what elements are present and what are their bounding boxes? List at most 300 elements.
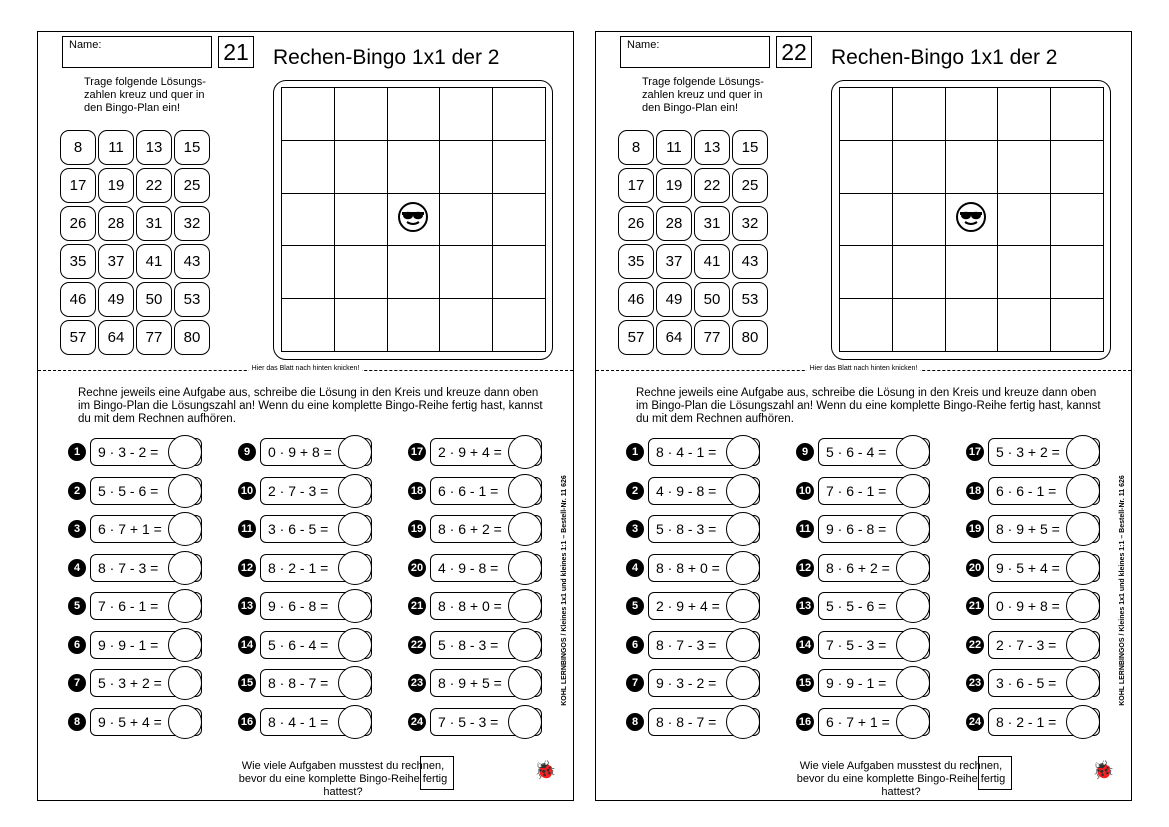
task-expression: 6 · 6 - 1 =	[430, 477, 542, 505]
bingo-cell[interactable]	[282, 246, 335, 299]
task-number: 18	[966, 482, 984, 500]
answer-circle[interactable]	[508, 705, 542, 739]
task-number: 13	[796, 597, 814, 615]
task-expression: 2 · 7 - 3 =	[988, 631, 1100, 659]
bingo-cell[interactable]	[893, 141, 946, 194]
answer-circle[interactable]	[338, 628, 372, 662]
bingo-cell[interactable]	[998, 194, 1051, 247]
task-item	[626, 705, 762, 739]
bingo-cell[interactable]	[440, 194, 493, 247]
solution-number: 64	[98, 320, 134, 355]
task-number: 20	[408, 559, 426, 577]
solution-number: 17	[60, 168, 96, 203]
answer-circle[interactable]	[168, 551, 202, 585]
task-number: 19	[966, 520, 984, 538]
task-expression: 6 · 7 + 1 =	[818, 708, 930, 736]
solution-number: 8	[618, 130, 654, 165]
task-expression: 8 · 2 - 1 =	[260, 554, 372, 582]
solution-number: 11	[98, 130, 134, 165]
answer-circle[interactable]	[726, 705, 760, 739]
task-number: 12	[238, 559, 256, 577]
bingo-cell[interactable]	[998, 88, 1051, 141]
task-number: 3	[626, 520, 644, 538]
task-number: 15	[796, 674, 814, 692]
answer-circle[interactable]	[1066, 512, 1100, 546]
task-expression: 8 · 7 - 3 =	[648, 631, 760, 659]
answer-circle[interactable]	[508, 512, 542, 546]
answer-circle[interactable]	[168, 589, 202, 623]
task-item	[68, 435, 204, 469]
task-item	[238, 435, 374, 469]
solution-number: 57	[618, 320, 654, 355]
task-item	[796, 705, 932, 739]
task-item	[238, 589, 374, 623]
answer-circle[interactable]	[726, 512, 760, 546]
cool-face-icon	[955, 201, 987, 238]
sheet-number: 21	[218, 36, 254, 68]
task-expression: 4 · 9 - 8 =	[430, 554, 542, 582]
task-expression: 6 · 7 + 1 =	[90, 515, 202, 543]
solution-number: 22	[694, 168, 730, 203]
task-expression: 9 · 6 - 8 =	[260, 592, 372, 620]
solution-number: 28	[656, 206, 692, 241]
bingo-cell[interactable]	[335, 141, 388, 194]
task-expression: 3 · 6 - 5 =	[260, 515, 372, 543]
solution-number: 49	[98, 282, 134, 317]
solution-number: 15	[174, 130, 210, 165]
task-expression: 9 · 3 - 2 =	[90, 438, 202, 466]
task-number: 2	[68, 482, 86, 500]
name-field[interactable]	[62, 36, 212, 68]
solution-number: 49	[656, 282, 692, 317]
bingo-cell[interactable]	[440, 299, 493, 352]
solution-number: 15	[732, 130, 768, 165]
task-expression: 7 · 5 - 3 =	[818, 631, 930, 659]
solution-number: 37	[98, 244, 134, 279]
task-expression: 8 · 6 + 2 =	[818, 554, 930, 582]
answer-circle[interactable]	[896, 435, 930, 469]
task-expression: 9 · 6 - 8 =	[818, 515, 930, 543]
task-number: 11	[238, 520, 256, 538]
task-item	[238, 705, 374, 739]
bingo-cell[interactable]	[493, 88, 546, 141]
solution-number: 50	[136, 282, 172, 317]
task-number: 16	[238, 713, 256, 731]
task-number: 17	[966, 443, 984, 461]
task-item	[966, 666, 1102, 700]
task-expression: 7 · 5 - 3 =	[430, 708, 542, 736]
solution-number: 50	[694, 282, 730, 317]
solution-number: 17	[618, 168, 654, 203]
answer-circle[interactable]	[896, 628, 930, 662]
bingo-cell[interactable]	[840, 194, 893, 247]
answer-circle[interactable]	[168, 628, 202, 662]
task-expression: 2 · 7 - 3 =	[260, 477, 372, 505]
task-item	[626, 628, 762, 662]
mascot-icon: 🐞	[534, 760, 557, 780]
task-item	[796, 628, 932, 662]
task-number: 5	[626, 597, 644, 615]
task-expression: 9 · 9 - 1 =	[90, 631, 202, 659]
task-expression: 5 · 3 + 2 =	[90, 669, 202, 697]
answer-circle[interactable]	[726, 628, 760, 662]
bingo-cell[interactable]	[840, 299, 893, 352]
answer-circle[interactable]	[896, 705, 930, 739]
question-answer-box[interactable]	[978, 756, 1012, 790]
answer-circle[interactable]	[1066, 628, 1100, 662]
task-expression: 8 · 9 + 5 =	[430, 669, 542, 697]
task-number: 18	[408, 482, 426, 500]
bingo-cell[interactable]	[282, 194, 335, 247]
task-number: 9	[238, 443, 256, 461]
task-item	[238, 474, 374, 508]
task-item	[796, 512, 932, 546]
task-item	[408, 512, 544, 546]
answer-circle[interactable]	[168, 512, 202, 546]
task-item	[238, 512, 374, 546]
task-expression: 8 · 2 - 1 =	[988, 708, 1100, 736]
bingo-cell[interactable]	[840, 88, 893, 141]
answer-circle[interactable]	[168, 666, 202, 700]
task-expression: 5 · 6 - 4 =	[260, 631, 372, 659]
answer-circle[interactable]	[1066, 705, 1100, 739]
cool-face-icon	[397, 201, 429, 238]
answer-circle[interactable]	[508, 435, 542, 469]
answer-circle[interactable]	[338, 474, 372, 508]
solution-number: 35	[618, 244, 654, 279]
fold-instruction: Hier das Blatt nach hinten knicken!	[249, 365, 363, 372]
publisher-info: KOHL LERNBINGOS / Kleines 1x1 und kleines 1:1 – Bestell-Nr. 11 626	[1118, 475, 1126, 706]
task-number: 15	[238, 674, 256, 692]
task-item	[408, 628, 544, 662]
task-item	[408, 705, 544, 739]
task-item	[966, 551, 1102, 585]
task-item	[626, 551, 762, 585]
task-item	[796, 474, 932, 508]
task-item	[408, 435, 544, 469]
answer-circle[interactable]	[168, 705, 202, 739]
publisher-info: KOHL LERNBINGOS / Kleines 1x1 und kleines 1:1 – Bestell-Nr. 11 626	[560, 475, 568, 706]
bingo-cell[interactable]	[388, 299, 441, 352]
task-expression: 8 · 4 - 1 =	[648, 438, 760, 466]
task-expression: 9 · 5 + 4 =	[988, 554, 1100, 582]
solution-number: 80	[732, 320, 768, 355]
bingo-cell[interactable]	[335, 299, 388, 352]
task-item	[408, 474, 544, 508]
bingo-cell[interactable]	[840, 246, 893, 299]
final-question: Wie viele Aufgaben musstest du rechnen, bevor du eine komplette Bingo-Reihe fertig hattest?	[238, 760, 448, 798]
answer-circle[interactable]	[508, 474, 542, 508]
solution-number: 28	[98, 206, 134, 241]
solution-number: 31	[694, 206, 730, 241]
solution-number: 31	[136, 206, 172, 241]
solution-number: 46	[60, 282, 96, 317]
task-number: 22	[966, 636, 984, 654]
answer-circle[interactable]	[168, 435, 202, 469]
answer-circle[interactable]	[896, 474, 930, 508]
answer-circle[interactable]	[726, 551, 760, 585]
bingo-cell[interactable]	[893, 246, 946, 299]
answer-circle[interactable]	[508, 589, 542, 623]
task-expression: 5 · 8 - 3 =	[430, 631, 542, 659]
bingo-cell[interactable]	[335, 246, 388, 299]
task-expression: 6 · 6 - 1 =	[988, 477, 1100, 505]
task-number: 6	[68, 636, 86, 654]
answer-circle[interactable]	[1066, 435, 1100, 469]
solution-number: 53	[732, 282, 768, 317]
task-expression: 5 · 8 - 3 =	[648, 515, 760, 543]
task-item	[796, 666, 932, 700]
solution-number: 13	[694, 130, 730, 165]
bingo-cell[interactable]	[493, 246, 546, 299]
bingo-cell[interactable]	[493, 141, 546, 194]
name-field[interactable]	[620, 36, 770, 68]
solution-numbers	[618, 130, 768, 355]
bingo-cell[interactable]	[282, 141, 335, 194]
bingo-cell[interactable]	[388, 141, 441, 194]
answer-circle[interactable]	[1066, 474, 1100, 508]
question-answer-box[interactable]	[420, 756, 454, 790]
solution-number: 32	[732, 206, 768, 241]
solution-number: 35	[60, 244, 96, 279]
task-expression: 8 · 4 - 1 =	[260, 708, 372, 736]
bingo-cell[interactable]	[946, 246, 999, 299]
answer-circle[interactable]	[508, 551, 542, 585]
task-item	[238, 628, 374, 662]
task-number: 12	[796, 559, 814, 577]
bingo-cell[interactable]	[946, 88, 999, 141]
final-question: Wie viele Aufgaben musstest du rechnen, bevor du eine komplette Bingo-Reihe fertig hattest?	[796, 760, 1006, 798]
solution-number: 64	[656, 320, 692, 355]
answer-circle[interactable]	[726, 435, 760, 469]
task-number: 8	[626, 713, 644, 731]
solution-number: 57	[60, 320, 96, 355]
task-number: 23	[408, 674, 426, 692]
bingo-cell[interactable]	[946, 141, 999, 194]
task-number: 8	[68, 713, 86, 731]
answer-circle[interactable]	[1066, 589, 1100, 623]
task-expression: 2 · 9 + 4 =	[648, 592, 760, 620]
task-item	[68, 666, 204, 700]
name-label: Name:	[627, 39, 660, 51]
answer-circle[interactable]	[896, 551, 930, 585]
bingo-cell-center	[946, 194, 999, 247]
answer-circle[interactable]	[1066, 666, 1100, 700]
answer-circle[interactable]	[726, 474, 760, 508]
worksheet-1	[37, 31, 574, 801]
task-expression: 5 · 6 - 4 =	[818, 438, 930, 466]
task-item	[408, 666, 544, 700]
bingo-cell[interactable]	[893, 299, 946, 352]
bingo-cell[interactable]	[440, 88, 493, 141]
task-item	[796, 435, 932, 469]
solution-number: 26	[60, 206, 96, 241]
bingo-cell[interactable]	[1051, 299, 1104, 352]
task-number: 21	[966, 597, 984, 615]
task-expression: 8 · 8 + 0 =	[430, 592, 542, 620]
bingo-cell[interactable]	[440, 246, 493, 299]
bingo-cell[interactable]	[946, 299, 999, 352]
task-number: 4	[626, 559, 644, 577]
task-item	[238, 551, 374, 585]
answer-circle[interactable]	[1066, 551, 1100, 585]
solution-numbers	[60, 130, 210, 355]
solution-number: 41	[136, 244, 172, 279]
task-expression: 5 · 3 + 2 =	[988, 438, 1100, 466]
solution-number: 19	[656, 168, 692, 203]
task-item	[68, 551, 204, 585]
task-item	[796, 551, 932, 585]
task-number: 1	[68, 443, 86, 461]
answer-circle[interactable]	[338, 512, 372, 546]
task-expression: 2 · 9 + 4 =	[430, 438, 542, 466]
task-number: 19	[408, 520, 426, 538]
solution-number: 8	[60, 130, 96, 165]
bingo-cell[interactable]	[1051, 141, 1104, 194]
solution-number: 77	[136, 320, 172, 355]
answer-circle[interactable]	[726, 589, 760, 623]
task-expression: 8 · 6 + 2 =	[430, 515, 542, 543]
answer-circle[interactable]	[896, 589, 930, 623]
answer-circle[interactable]	[338, 589, 372, 623]
answer-circle[interactable]	[508, 666, 542, 700]
bingo-cell[interactable]	[493, 299, 546, 352]
task-item	[68, 474, 204, 508]
bingo-cell[interactable]	[893, 194, 946, 247]
task-item	[796, 589, 932, 623]
task-expression: 8 · 9 + 5 =	[988, 515, 1100, 543]
bingo-cell[interactable]	[440, 141, 493, 194]
task-item	[68, 628, 204, 662]
solution-instruction: Trage folgende Lösungs- zahlen kreuz und quer in den Bingo-Plan ein!	[642, 76, 764, 114]
task-number: 1	[626, 443, 644, 461]
name-label: Name:	[69, 39, 102, 51]
bingo-cell[interactable]	[998, 141, 1051, 194]
task-number: 20	[966, 559, 984, 577]
task-number: 10	[796, 482, 814, 500]
calculation-instruction: Rechne jeweils eine Aufgabe aus, schreibe die Lösung in den Kreis und kreuze dann oben im Bingo-Plan die Lösungszahl an! Wenn du eine komplette Bingo-Reihe fertig hast, kannst du mit dem Rechnen aufhören.	[636, 387, 1101, 425]
sheet-number: 22	[776, 36, 812, 68]
task-item	[626, 589, 762, 623]
solution-number: 26	[618, 206, 654, 241]
task-expression: 9 · 9 - 1 =	[818, 669, 930, 697]
mascot-icon: 🐞	[1092, 760, 1115, 780]
solution-number: 19	[98, 168, 134, 203]
task-item	[238, 666, 374, 700]
bingo-grid	[839, 87, 1104, 352]
solution-number: 37	[656, 244, 692, 279]
answer-circle[interactable]	[726, 666, 760, 700]
page-title: Rechen-Bingo 1x1 der 2	[831, 46, 1058, 69]
task-item	[966, 512, 1102, 546]
task-number: 4	[68, 559, 86, 577]
answer-circle[interactable]	[896, 512, 930, 546]
solution-number: 11	[656, 130, 692, 165]
solution-number: 77	[694, 320, 730, 355]
task-expression: 8 · 7 - 3 =	[90, 554, 202, 582]
bingo-cell[interactable]	[1051, 246, 1104, 299]
solution-instruction: Trage folgende Lösungs- zahlen kreuz und quer in den Bingo-Plan ein!	[84, 76, 206, 114]
solution-number: 25	[174, 168, 210, 203]
bingo-cell[interactable]	[1051, 194, 1104, 247]
task-item	[68, 512, 204, 546]
task-number: 23	[966, 674, 984, 692]
task-expression: 9 · 5 + 4 =	[90, 708, 202, 736]
page-title: Rechen-Bingo 1x1 der 2	[273, 46, 500, 69]
bingo-cell[interactable]	[282, 88, 335, 141]
task-expression: 8 · 8 + 0 =	[648, 554, 760, 582]
bingo-cell[interactable]	[335, 88, 388, 141]
task-number: 3	[68, 520, 86, 538]
bingo-cell[interactable]	[335, 194, 388, 247]
bingo-cell[interactable]	[493, 194, 546, 247]
task-item	[626, 435, 762, 469]
solution-number: 13	[136, 130, 172, 165]
task-item	[966, 628, 1102, 662]
bingo-cell[interactable]	[1051, 88, 1104, 141]
task-item	[966, 474, 1102, 508]
task-number: 24	[966, 713, 984, 731]
solution-number: 22	[136, 168, 172, 203]
task-number: 21	[408, 597, 426, 615]
bingo-cell[interactable]	[998, 246, 1051, 299]
solution-number: 43	[732, 244, 768, 279]
task-number: 5	[68, 597, 86, 615]
task-item	[966, 435, 1102, 469]
task-number: 7	[626, 674, 644, 692]
bingo-cell[interactable]	[893, 88, 946, 141]
bingo-cell[interactable]	[388, 246, 441, 299]
task-item	[626, 512, 762, 546]
solution-number: 46	[618, 282, 654, 317]
task-number: 11	[796, 520, 814, 538]
task-number: 2	[626, 482, 644, 500]
bingo-cell-center	[388, 194, 441, 247]
task-number: 24	[408, 713, 426, 731]
task-number: 9	[796, 443, 814, 461]
task-item	[68, 589, 204, 623]
task-item	[408, 589, 544, 623]
task-number: 22	[408, 636, 426, 654]
task-number: 7	[68, 674, 86, 692]
solution-number: 25	[732, 168, 768, 203]
bingo-cell[interactable]	[998, 299, 1051, 352]
task-expression: 8 · 8 - 7 =	[260, 669, 372, 697]
answer-circle[interactable]	[896, 666, 930, 700]
bingo-cell[interactable]	[840, 141, 893, 194]
answer-circle[interactable]	[508, 628, 542, 662]
solution-number: 80	[174, 320, 210, 355]
solution-number: 41	[694, 244, 730, 279]
answer-circle[interactable]	[338, 666, 372, 700]
task-expression: 7 · 6 - 1 =	[90, 592, 202, 620]
answer-circle[interactable]	[338, 551, 372, 585]
task-item	[68, 705, 204, 739]
bingo-grid	[281, 87, 546, 352]
task-expression: 0 · 9 + 8 =	[988, 592, 1100, 620]
task-item	[626, 666, 762, 700]
bingo-cell[interactable]	[282, 299, 335, 352]
task-expression: 5 · 5 - 6 =	[90, 477, 202, 505]
fold-instruction: Hier das Blatt nach hinten knicken!	[807, 365, 921, 372]
worksheet-2	[595, 31, 1132, 801]
answer-circle[interactable]	[338, 705, 372, 739]
answer-circle[interactable]	[168, 474, 202, 508]
bingo-cell[interactable]	[388, 88, 441, 141]
task-item	[408, 551, 544, 585]
task-number: 14	[238, 636, 256, 654]
answer-circle[interactable]	[338, 435, 372, 469]
